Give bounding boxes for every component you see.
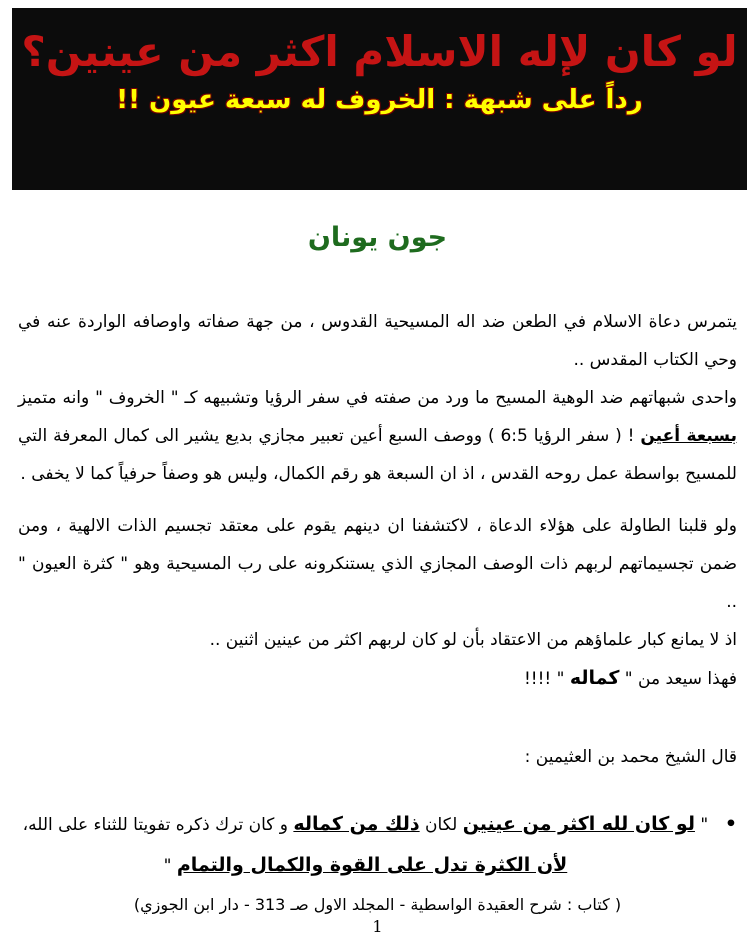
text-segment: قال الشيخ محمد بن العثيمين :: [524, 747, 737, 767]
text-segment: ولو قلبنا الطاولة على هؤلاء الدعاة ، لاكتشفنا ان دينهم يقوم على معتقد تجسيم الذات الالهية ، ومن ضمن تجسيماتهم لربهم ذات الوصف المجازي الذي يستنكرونه على رب المسيحية وهو " كثرة العيون " ..: [18, 516, 737, 612]
title-banner: [12, 8, 747, 190]
body-paragraph-6: [18, 738, 737, 776]
text-segment: فهذا سيعد من ": [619, 669, 737, 689]
text-segment: ! ( سفر الرؤيا 6:5 ) ووصف السبع أعين تعبير مجازي بديع يشير الى كمال المعرفة التي للمسيح بواسطة عمل روحه القدس ، اذ ان السبعة هو رقم الكمال، وليس هو وصفاً حرفياً كما لا يخفى .: [18, 426, 737, 484]
bullet-icon: •: [724, 813, 737, 835]
body-paragraph-4: [18, 621, 737, 659]
text-segment: ": [163, 856, 177, 876]
text-segment: اذ لا يمانع كبار علماؤهم من الاعتقاد بأن لو كان لربهم اكثر من عينين اثنين ..: [209, 630, 737, 650]
bold-underline-segment: ذلك من كماله: [293, 813, 420, 835]
document-body: [18, 303, 737, 920]
banner-title: لو كان لإله الاسلام اكثر من عينين؟: [21, 27, 738, 76]
author-heading: جون يونان: [307, 222, 448, 253]
text-segment: ": [694, 815, 709, 835]
banner-subtitle: رداً على شبهة : الخروف له سبعة عيون !!: [116, 84, 643, 115]
bold-underline-segment: لأن الكثرة تدل على القوة والكمال والتمام: [176, 854, 568, 876]
body-paragraph-1: [18, 303, 737, 379]
bold-segment: كماله: [569, 667, 620, 689]
quote-text: [18, 804, 713, 886]
body-paragraph-2: [18, 379, 737, 493]
body-paragraph-5: [18, 659, 737, 698]
bold-underline-segment: لو كان لله اكثر من عينين: [462, 813, 695, 835]
text-segment: واحدى شبهاتهم ضد الوهية المسيح ما ورد من صفته في سفر الرؤيا وتشبيهه كـ " الخروف " وانه متميز: [18, 388, 737, 408]
text-segment: لكان: [419, 815, 463, 835]
text-segment: يتمرس دعاة الاسلام في الطعن ضد اله المسيحية القدوس ، من جهة صفاته واوصافه الواردة عنه في وحي الكتاب المقدس ..: [18, 312, 737, 370]
text-segment: " !!!!: [523, 669, 570, 689]
body-paragraph-3: [18, 507, 737, 621]
citation-line: ( كتاب : شرح العقيدة الواسطية - المجلد الاول صـ 313 - دار ابن الجوزي): [133, 895, 622, 914]
page-number: 1: [372, 917, 383, 936]
quote-list-item: [18, 804, 737, 886]
text-segment: و كان ترك ذكره تفويتا للثناء على الله،: [22, 815, 294, 835]
bold-underline-segment: بسبعة أعين: [640, 426, 737, 446]
